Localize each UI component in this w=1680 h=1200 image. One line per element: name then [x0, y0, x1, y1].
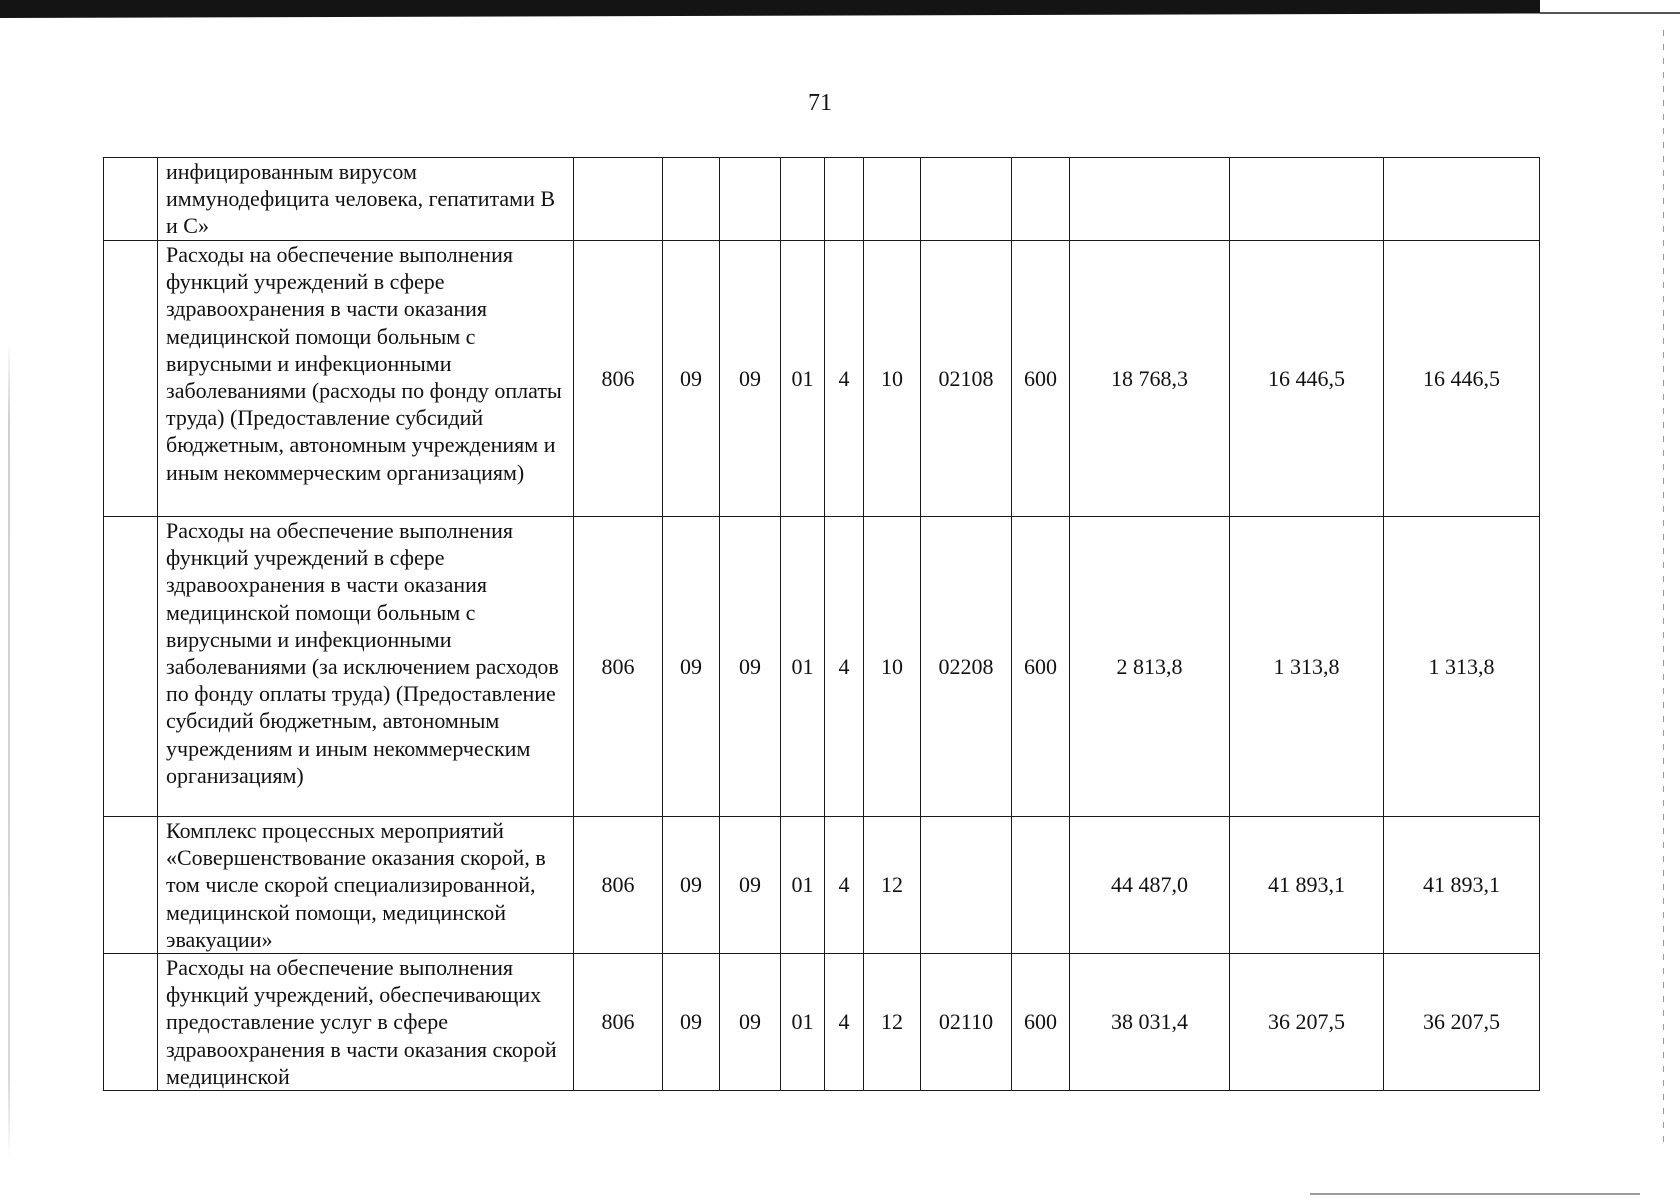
- page-number: 71: [808, 90, 832, 116]
- subsection-code-cell: 09: [720, 241, 781, 517]
- expense-type-cell: [1012, 158, 1070, 241]
- direction-code-cell: [921, 158, 1012, 241]
- direction-code-cell: 02110: [921, 954, 1012, 1091]
- scan-top-border-tail: [1540, 12, 1680, 14]
- description-cell: Расходы на обеспечение выполнения функций учреждений, обеспечивающих предоставление услуг в сфере здравоохранения в части оказания скорой медицинской: [158, 954, 574, 1091]
- amount-year-1-cell: 2 813,8: [1070, 517, 1230, 817]
- ministry-code-cell: 806: [574, 817, 663, 954]
- amount-year-3-cell: 36 207,5: [1384, 954, 1540, 1091]
- row-number-cell: [104, 817, 158, 954]
- table-row: [104, 517, 1540, 817]
- structural-element-cell: 12: [864, 954, 921, 1091]
- program-type-cell: 4: [825, 241, 864, 517]
- amount-year-2-cell: 16 446,5: [1230, 241, 1384, 517]
- structural-element-cell: 10: [864, 517, 921, 817]
- amount-year-2-cell: 1 313,8: [1230, 517, 1384, 817]
- section-code-cell: [663, 158, 720, 241]
- table-row: [104, 954, 1540, 1091]
- ministry-code-cell: 806: [574, 517, 663, 817]
- program-code-cell: 01: [781, 517, 825, 817]
- program-type-cell: [825, 158, 864, 241]
- description-cell: Комплекс процессных мероприятий «Совершенствование оказания скорой, в том числе скорой специализированной, медицинской помощи, медицинской эвакуации»: [158, 817, 574, 954]
- program-code-cell: [781, 158, 825, 241]
- program-type-cell: 4: [825, 817, 864, 954]
- amount-year-1-cell: 38 031,4: [1070, 954, 1230, 1091]
- structural-element-cell: 12: [864, 817, 921, 954]
- row-number-cell: [104, 954, 158, 1091]
- amount-year-1-cell: 18 768,3: [1070, 241, 1230, 517]
- amount-year-1-cell: 44 487,0: [1070, 817, 1230, 954]
- ministry-code-cell: 806: [574, 241, 663, 517]
- table-row: [104, 241, 1540, 517]
- expense-type-cell: [1012, 817, 1070, 954]
- structural-element-cell: 10: [864, 241, 921, 517]
- structural-element-cell: [864, 158, 921, 241]
- amount-year-2-cell: 36 207,5: [1230, 954, 1384, 1091]
- expense-type-cell: 600: [1012, 954, 1070, 1091]
- subsection-code-cell: [720, 158, 781, 241]
- subsection-code-cell: 09: [720, 954, 781, 1091]
- scan-left-edge: [8, 340, 10, 1160]
- budget-table: [103, 157, 1540, 1091]
- amount-year-3-cell: 41 893,1: [1384, 817, 1540, 954]
- program-code-cell: 01: [781, 954, 825, 1091]
- description-cell: инфицированным вирусом иммунодефицита человека, гепатитами В и С»: [158, 158, 574, 241]
- scan-top-border: [0, 0, 1540, 18]
- amount-year-3-cell: 1 313,8: [1384, 517, 1540, 817]
- amount-year-3-cell: 16 446,5: [1384, 241, 1540, 517]
- description-cell: Расходы на обеспечение выполнения функций учреждений в сфере здравоохранения в части оказания медицинской помощи больным с вирусными и инфекционными заболеваниями (за исключением расходов по фонду оплаты труда) (Предоставление субсидий бюджетным, автономным учреждениям и иным некоммерческим организациям): [158, 517, 574, 817]
- program-type-cell: 4: [825, 517, 864, 817]
- expense-type-cell: 600: [1012, 241, 1070, 517]
- scan-bottom-mark: [1310, 1193, 1640, 1195]
- subsection-code-cell: 09: [720, 517, 781, 817]
- section-code-cell: 09: [663, 954, 720, 1091]
- ministry-code-cell: [574, 158, 663, 241]
- section-code-cell: 09: [663, 817, 720, 954]
- table-row: [104, 817, 1540, 954]
- section-code-cell: 09: [663, 517, 720, 817]
- row-number-cell: [104, 517, 158, 817]
- amount-year-1-cell: [1070, 158, 1230, 241]
- direction-code-cell: 02108: [921, 241, 1012, 517]
- program-code-cell: 01: [781, 817, 825, 954]
- table-row: [104, 158, 1540, 241]
- row-number-cell: [104, 158, 158, 241]
- direction-code-cell: [921, 817, 1012, 954]
- program-code-cell: 01: [781, 241, 825, 517]
- amount-year-2-cell: [1230, 158, 1384, 241]
- section-code-cell: 09: [663, 241, 720, 517]
- direction-code-cell: 02208: [921, 517, 1012, 817]
- ministry-code-cell: 806: [574, 954, 663, 1091]
- amount-year-3-cell: [1384, 158, 1540, 241]
- program-type-cell: 4: [825, 954, 864, 1091]
- subsection-code-cell: 09: [720, 817, 781, 954]
- scan-right-edge: [1663, 30, 1664, 1150]
- amount-year-2-cell: 41 893,1: [1230, 817, 1384, 954]
- row-number-cell: [104, 241, 158, 517]
- description-cell: Расходы на обеспечение выполнения функций учреждений в сфере здравоохранения в части оказания медицинской помощи больным с вирусными и инфекционными заболеваниями (расходы по фонду оплаты труда) (Предоставление субсидий бюджетным, автономным учреждениям и иным некоммерческим организациям): [158, 241, 574, 517]
- expense-type-cell: 600: [1012, 517, 1070, 817]
